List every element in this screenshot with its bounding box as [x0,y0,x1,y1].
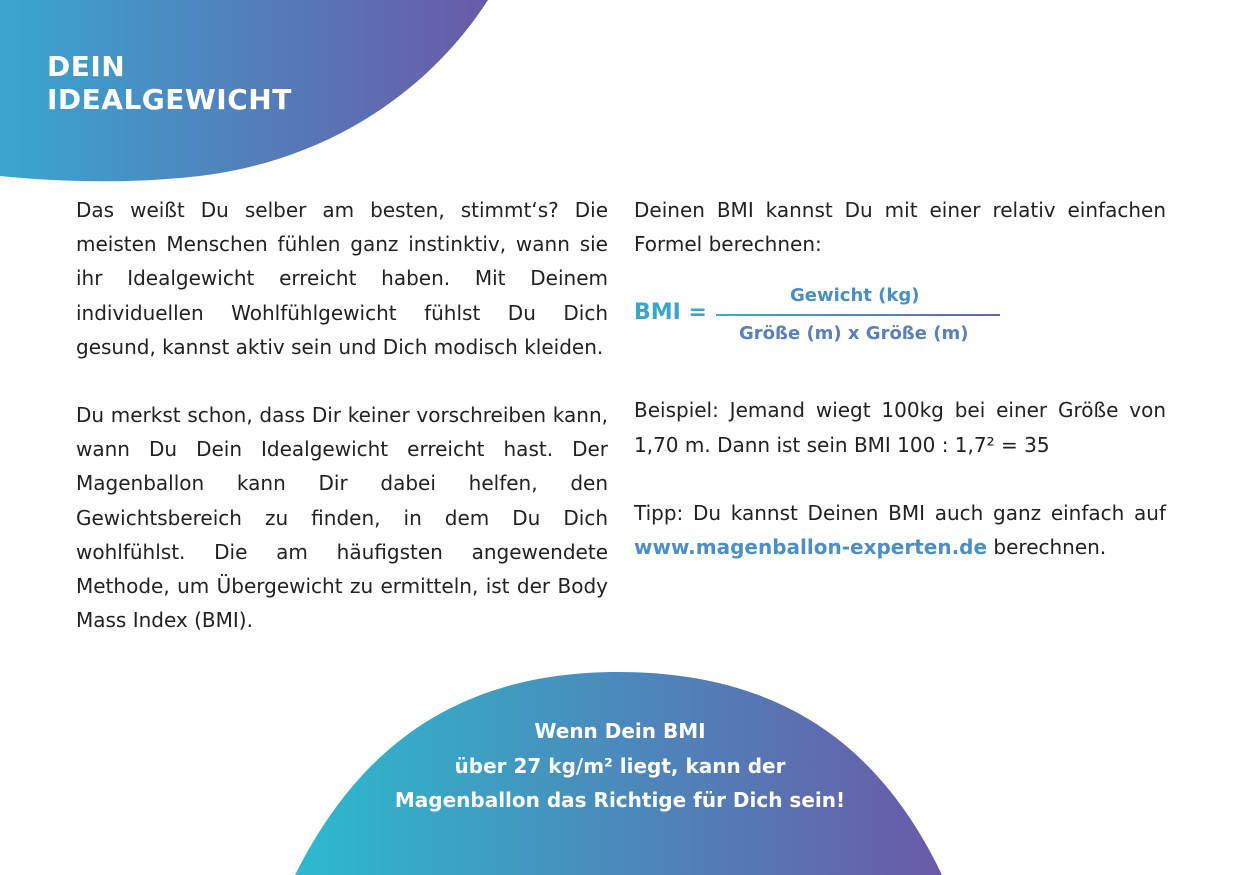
bmi-formula-denominator: Größe (m) x Größe (m) [739,323,969,345]
tip-suffix: berechnen. [993,535,1107,560]
callout-line1: Wenn Dein BMI [534,719,706,743]
bmi-formula [634,272,1166,344]
bmi-explanation-paragraph: Du merkst schon, dass Dir keiner vorschreiben kann, wann Du Dein Idealgewicht erreicht hast. Der Magenballon kann Dir dabei helfen, den Gewichtsbereich zu finden, in dem Du Dich wohlfühlst. Die am häufigsten angewendete Methode, um Übergewicht zu ermitteln, ist der Body Mass Index (BMI). [76,403,608,633]
fraction-line [716,314,1000,316]
bmi-formula-label: BMI = [634,300,707,326]
page-title-line2: IDEALGEWICHT [47,83,292,116]
tip-prefix: Tipp: Du kannst Deinen BMI auch ganz einfach auf [634,500,1166,525]
callout-line3: Magenballon das Richtige für Dich sein! [394,788,846,812]
callout-line2: über 27 kg/m² liegt, kann der [454,753,786,778]
intro-paragraph: Das weißt Du selber am besten, stimmt‘s? Die meisten Menschen fühlen ganz instinktiv, wann sie ihr Idealgewicht erreicht haben. Mit Deinem individuellen Wohlfühlgewicht fühlst Du Dich gesund, kannst aktiv sein und Dich modisch kleiden. [76,198,608,359]
website-link[interactable]: www.magenballon-experten.de [634,535,988,560]
page-title-line1: DEIN [47,50,126,83]
bmi-formula-numerator: Gewicht (kg) [790,285,920,307]
left-column [76,193,608,637]
example-paragraph: Beispiel: Jemand wiegt 100kg bei einer Größe von 1,70 m. Dann ist sein BMI 100 : 1,7² = 35 [634,398,1166,457]
right-column [634,193,1166,564]
page-title [47,50,292,116]
formula-intro: Deinen BMI kannst Du mit einer relativ einfachen Formel berechnen: [634,198,1166,257]
bmi-callout [340,714,900,818]
tip-paragraph [634,496,1166,564]
